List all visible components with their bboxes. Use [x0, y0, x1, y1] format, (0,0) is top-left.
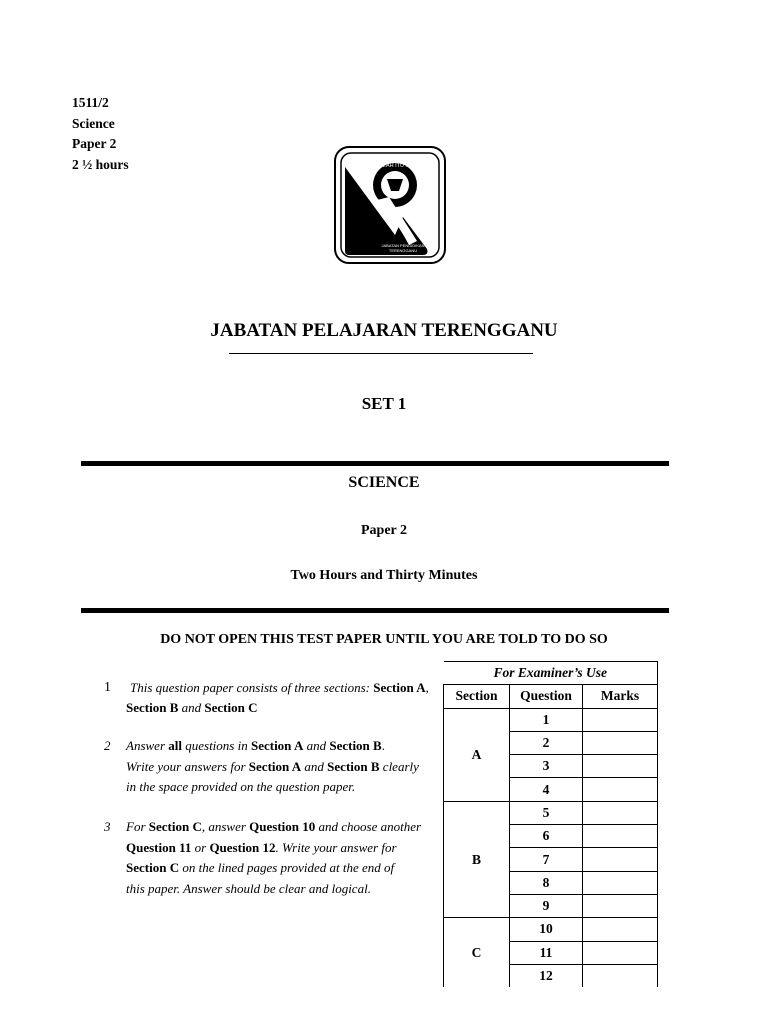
instruction-bold: Section A	[373, 680, 426, 695]
instruction-bold: Question 11	[126, 839, 192, 855]
set-label: SET 1	[361, 394, 407, 413]
question-4: 4	[510, 778, 583, 801]
section-c-cell: C	[444, 918, 510, 987]
header-question: Question	[510, 685, 583, 708]
paper-title: Paper 2	[360, 523, 407, 538]
instruction-text: and	[301, 758, 328, 774]
paper-subject: Science	[72, 115, 115, 131]
question-11: 11	[510, 941, 583, 964]
question-3: 3	[510, 755, 583, 778]
instruction-bold: Section B	[327, 758, 380, 774]
paper-number: Paper 2	[72, 136, 117, 151]
instruction-bold: all	[168, 738, 182, 753]
instruction-text: , answer	[201, 819, 250, 834]
marks-cell[interactable]	[583, 941, 658, 964]
instruction-text: For	[126, 819, 149, 834]
marks-cell[interactable]	[583, 918, 658, 941]
jabatan-logo	[333, 145, 447, 265]
org-title: JABATAN PELAJARAN TERENGGANU	[210, 320, 558, 341]
instruction-text: Write your answers for	[126, 758, 249, 774]
marks-cell[interactable]	[583, 755, 658, 778]
instruction-bold: Section C	[148, 819, 202, 834]
marks-cell[interactable]	[583, 894, 658, 917]
instruction-text: on the lined pages provided at the end of	[179, 860, 395, 875]
instruction-text: this paper. Answer should be clear and logical.	[126, 880, 371, 896]
question-12: 12	[510, 964, 583, 987]
instruction-number: 3	[104, 819, 111, 834]
question-7: 7	[510, 848, 583, 871]
question-6: 6	[510, 825, 583, 848]
examiner-caption: For Examiner’s Use	[444, 662, 658, 685]
instruction-bold: Section B	[329, 738, 382, 753]
duration-title: Two Hours and Thirty Minutes	[290, 568, 478, 583]
examiner-table	[443, 661, 658, 987]
marks-cell[interactable]	[583, 731, 658, 754]
paper-code: 1511/2	[72, 95, 109, 110]
marks-cell[interactable]	[583, 848, 658, 871]
instruction-text: . Write your answer for	[275, 839, 397, 855]
question-2: 2	[510, 731, 583, 754]
question-9: 9	[510, 894, 583, 917]
instruction-text: or	[191, 839, 210, 855]
section-b-cell: B	[444, 801, 510, 917]
instruction-bold: Question 12	[209, 839, 276, 855]
thick-divider-top	[81, 461, 669, 466]
header-section: Section	[444, 685, 510, 708]
header-marks: Marks	[583, 685, 658, 708]
marks-cell[interactable]	[583, 778, 658, 801]
instruction-text: and	[178, 700, 205, 715]
subject-title: SCIENCE	[348, 474, 420, 491]
marks-cell[interactable]	[583, 801, 658, 824]
instruction-bold: Question 10	[249, 819, 316, 834]
instruction-text: questions in	[181, 738, 251, 753]
warning-text: DO NOT OPEN THIS TEST PAPER UNTIL YOU ARE TOLD TO DO SO	[160, 632, 608, 647]
paper-header	[72, 93, 129, 175]
instruction-text: ,	[425, 680, 429, 695]
instruction-text: and choose another	[315, 819, 422, 834]
instruction-text: in the space provided on the question paper.	[126, 779, 356, 794]
instruction-bold: Section C	[126, 860, 180, 875]
logo-org-2: TERENGGANU	[388, 248, 418, 253]
logo-motto: SEKOLAH ITU MULIA	[367, 163, 423, 169]
instruction-text: This question paper consists of three sections:	[130, 680, 374, 695]
title-underline	[229, 353, 533, 354]
question-8: 8	[510, 871, 583, 894]
instruction-bold: Section A	[250, 738, 304, 753]
instruction-bold: Section B	[126, 700, 179, 715]
question-1: 1	[510, 708, 583, 731]
marks-cell[interactable]	[583, 825, 658, 848]
instruction-text: and	[303, 738, 330, 753]
section-a-cell: A	[444, 708, 510, 801]
marks-cell[interactable]	[583, 708, 658, 731]
instruction-bold: Section C	[204, 700, 258, 715]
instruction-text: .	[381, 738, 385, 753]
instruction-number: 1	[104, 680, 111, 695]
instruction-bold: Section A	[248, 758, 302, 774]
logo-org-1: JABATAN PENDIDIKAN	[381, 243, 425, 248]
question-5: 5	[510, 801, 583, 824]
question-10: 10	[510, 918, 583, 941]
marks-cell[interactable]	[583, 964, 658, 987]
thick-divider-bottom	[81, 608, 669, 613]
paper-duration: 2 ½ hours	[72, 156, 129, 172]
marks-cell[interactable]	[583, 871, 658, 894]
instruction-text: clearly	[379, 758, 419, 774]
instruction-text: Answer	[126, 738, 169, 753]
instruction-number: 2	[104, 738, 111, 753]
